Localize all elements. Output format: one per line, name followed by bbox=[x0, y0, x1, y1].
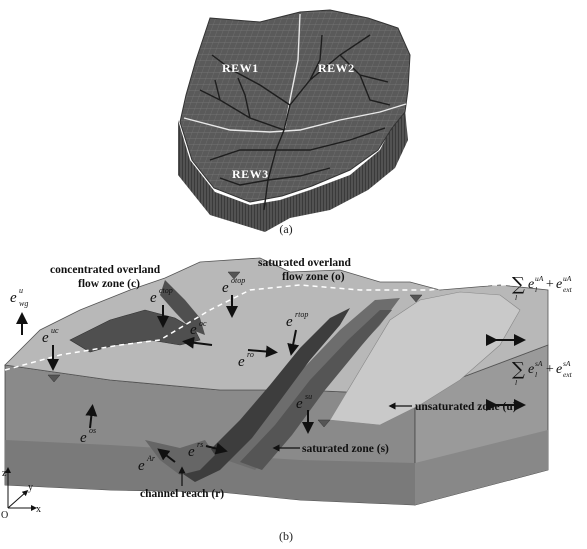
svg-text:∑: ∑ bbox=[512, 359, 525, 380]
panel-b bbox=[1, 257, 573, 543]
svg-text:sA: sA bbox=[535, 359, 543, 368]
panel-a-caption: (a) bbox=[279, 222, 293, 236]
rew2-label: REW2 bbox=[318, 61, 355, 75]
svg-text:u: u bbox=[19, 286, 23, 295]
svg-text:su: su bbox=[305, 392, 313, 401]
svg-text:l: l bbox=[535, 285, 538, 294]
svg-text:l: l bbox=[515, 378, 518, 387]
unsaturated-zone-label: unsaturated zone (u) bbox=[415, 401, 517, 413]
svg-text:e: e bbox=[556, 277, 563, 292]
saturated-overland-label-2: flow zone (o) bbox=[282, 271, 345, 283]
svg-text:ro: ro bbox=[247, 350, 254, 359]
panel-b-caption: (b) bbox=[279, 529, 293, 543]
x-axis-label: x bbox=[36, 504, 41, 515]
svg-text:l: l bbox=[535, 370, 538, 379]
svg-text:e: e bbox=[238, 354, 245, 370]
svg-text:∑: ∑ bbox=[512, 274, 525, 295]
svg-text:rs: rs bbox=[197, 440, 204, 449]
svg-text:e: e bbox=[528, 277, 535, 292]
svg-text:e: e bbox=[150, 290, 157, 306]
svg-text:ctop: ctop bbox=[159, 286, 173, 295]
svg-text:e: e bbox=[80, 430, 87, 446]
svg-text:uA: uA bbox=[563, 274, 572, 283]
svg-text:e: e bbox=[222, 280, 229, 296]
svg-text:e: e bbox=[138, 458, 145, 474]
svg-text:e: e bbox=[188, 444, 195, 460]
svg-text:uA: uA bbox=[535, 274, 544, 283]
y-axis-label: y bbox=[28, 482, 33, 493]
svg-text:uc: uc bbox=[51, 326, 59, 335]
svg-text:l: l bbox=[515, 293, 518, 302]
saturated-zone-label: saturated zone (s) bbox=[302, 443, 389, 455]
svg-text:e: e bbox=[556, 362, 563, 377]
panel-a bbox=[178, 10, 410, 236]
origin-label: O bbox=[1, 510, 9, 521]
svg-text:ext: ext bbox=[563, 285, 572, 294]
z-axis-label: z bbox=[2, 468, 7, 479]
svg-text:e: e bbox=[10, 290, 17, 306]
svg-text:e: e bbox=[190, 322, 197, 338]
saturated-overland-label-1: saturated overland bbox=[258, 257, 351, 269]
svg-text:e: e bbox=[528, 362, 535, 377]
svg-text:wg: wg bbox=[19, 299, 29, 308]
svg-text:Ar: Ar bbox=[147, 454, 155, 463]
concentrated-zone-label-1: concentrated overland bbox=[50, 264, 161, 276]
channel-reach-label: channel reach (r) bbox=[140, 488, 225, 500]
svg-text:ext: ext bbox=[563, 370, 572, 379]
svg-text:e: e bbox=[286, 314, 293, 330]
y-axis bbox=[8, 492, 26, 508]
svg-text:oc: oc bbox=[199, 319, 207, 328]
svg-text:e: e bbox=[296, 396, 303, 412]
svg-text:sA: sA bbox=[563, 359, 571, 368]
concentrated-zone-label-2: flow zone (c) bbox=[78, 278, 140, 290]
svg-text:+: + bbox=[545, 362, 555, 377]
svg-text:rtop: rtop bbox=[295, 310, 309, 319]
svg-text:os: os bbox=[89, 426, 97, 435]
svg-text:otop: otop bbox=[231, 276, 246, 285]
svg-text:+: + bbox=[545, 277, 555, 292]
rew1-label: REW1 bbox=[222, 61, 259, 75]
flux-ewg bbox=[10, 286, 28, 308]
svg-text:e: e bbox=[42, 330, 49, 346]
rew3-label: REW3 bbox=[232, 167, 269, 181]
